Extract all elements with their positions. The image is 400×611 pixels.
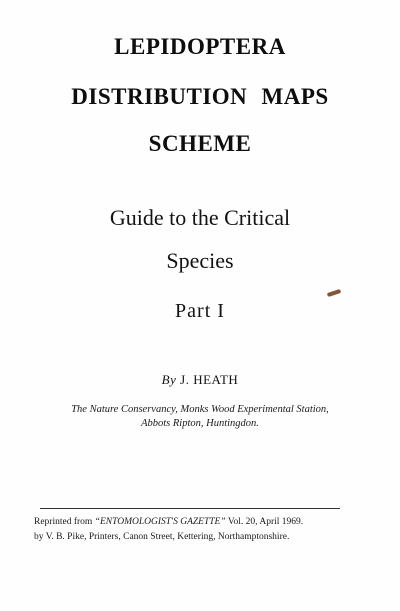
title-line-1: LEPIDOPTERA [114,34,286,59]
reprint-line-1 [34,517,374,527]
author-line [0,372,400,388]
title-line-2: DISTRIBUTION MAPS [71,84,329,109]
author-name: J. HEATH [180,372,239,387]
reprint-suffix: Vol. 20, April 1969. [227,517,304,527]
author-by: By [161,372,177,387]
reprint-prefix: Reprinted from [34,517,93,527]
divider-rule [40,508,340,509]
part-label: Part I [175,300,225,322]
affiliation-line-1: The Nature Conservancy, Monks Wood Experimental Station, [71,404,329,415]
reprint-journal: “ENTOMOLOGIST'S GAZETTE” [94,517,226,527]
affiliation-line-2: Abbots Ripton, Huntingdon. [141,418,259,429]
subtitle-line-1: Guide to the Critical [109,205,291,230]
reprint-line-2: by V. B. Pike, Printers, Canon Street, Kettering, Northamptonshire. [34,532,290,542]
subtitle-line-2: Species [166,248,234,273]
title-line-3: SCHEME [148,131,252,156]
ink-mark [327,289,342,297]
